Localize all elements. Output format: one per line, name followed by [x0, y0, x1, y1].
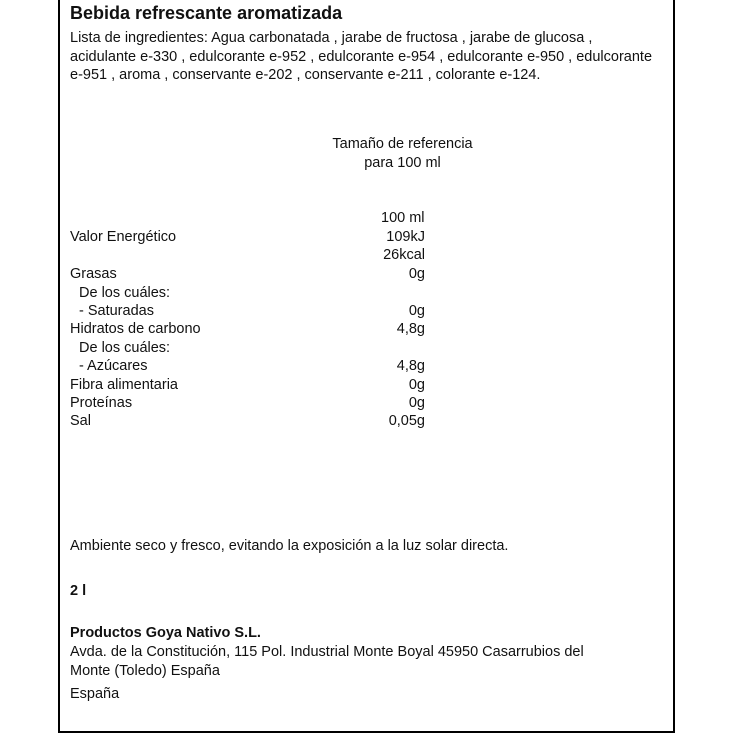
reference-size-line2: para 100 ml [364, 155, 441, 171]
nutrient-value-saturated: 0g [408, 303, 425, 319]
nutrient-label-protein: Proteínas [70, 395, 133, 411]
nutrient-label-saturated: - Saturadas [79, 303, 154, 319]
manufacturer-country: España [70, 686, 120, 702]
net-quantity: 2 l [70, 583, 87, 599]
nutrient-label-sugars: - Azúcares [79, 358, 148, 374]
nutrient-label-carbs-sub: De los cuáles: [79, 340, 171, 356]
nutrient-label-carbs: Hidratos de carbono [70, 321, 201, 337]
nutrient-label-fat: Grasas [70, 266, 117, 282]
product-title: Bebida refrescante aromatizada [70, 3, 343, 23]
nutrition-column-header: 100 ml [381, 210, 425, 226]
nutrient-value-carbs: 4,8g [396, 321, 425, 337]
energy-label: Valor Energético [70, 229, 177, 245]
manufacturer-name: Productos Goya Nativo S.L. [70, 625, 261, 641]
ingredients-list: Lista de ingredientes: Agua carbonatada , jarabe de fructosa , jarabe de glucosa , acidulante e-330 , edulcorante e-952 , edulcorante e-954 , edulcorante e-950 , edulcorante e-951 , aroma , conservante e-202 , conservante e-211 , colorante e-124. [70, 30, 653, 83]
reference-size-line1: Tamaño de referencia [332, 136, 473, 152]
energy-kj-value: 109kJ [386, 229, 425, 245]
nutrient-label-fiber: Fibra alimentaria [70, 377, 178, 393]
nutrient-label-salt: Sal [70, 413, 91, 429]
manufacturer-address-line1: Avda. de la Constitución, 115 Pol. Industrial Monte Boyal 45950 Casarrubios del [70, 644, 584, 660]
energy-kcal-value: 26kcal [383, 247, 425, 263]
nutrient-value-fiber: 0g [408, 377, 425, 393]
storage-instructions: Ambiente seco y fresco, evitando la exposición a la luz solar directa. [70, 538, 509, 554]
nutrient-value-fat: 0g [408, 266, 425, 282]
nutrient-label-fat-sub: De los cuáles: [79, 285, 171, 301]
nutrient-value-protein: 0g [408, 395, 425, 411]
manufacturer-address-line2: Monte (Toledo) España [70, 663, 220, 679]
nutrient-value-salt: 0,05g [388, 413, 425, 429]
nutrient-value-sugars: 4,8g [396, 358, 425, 374]
